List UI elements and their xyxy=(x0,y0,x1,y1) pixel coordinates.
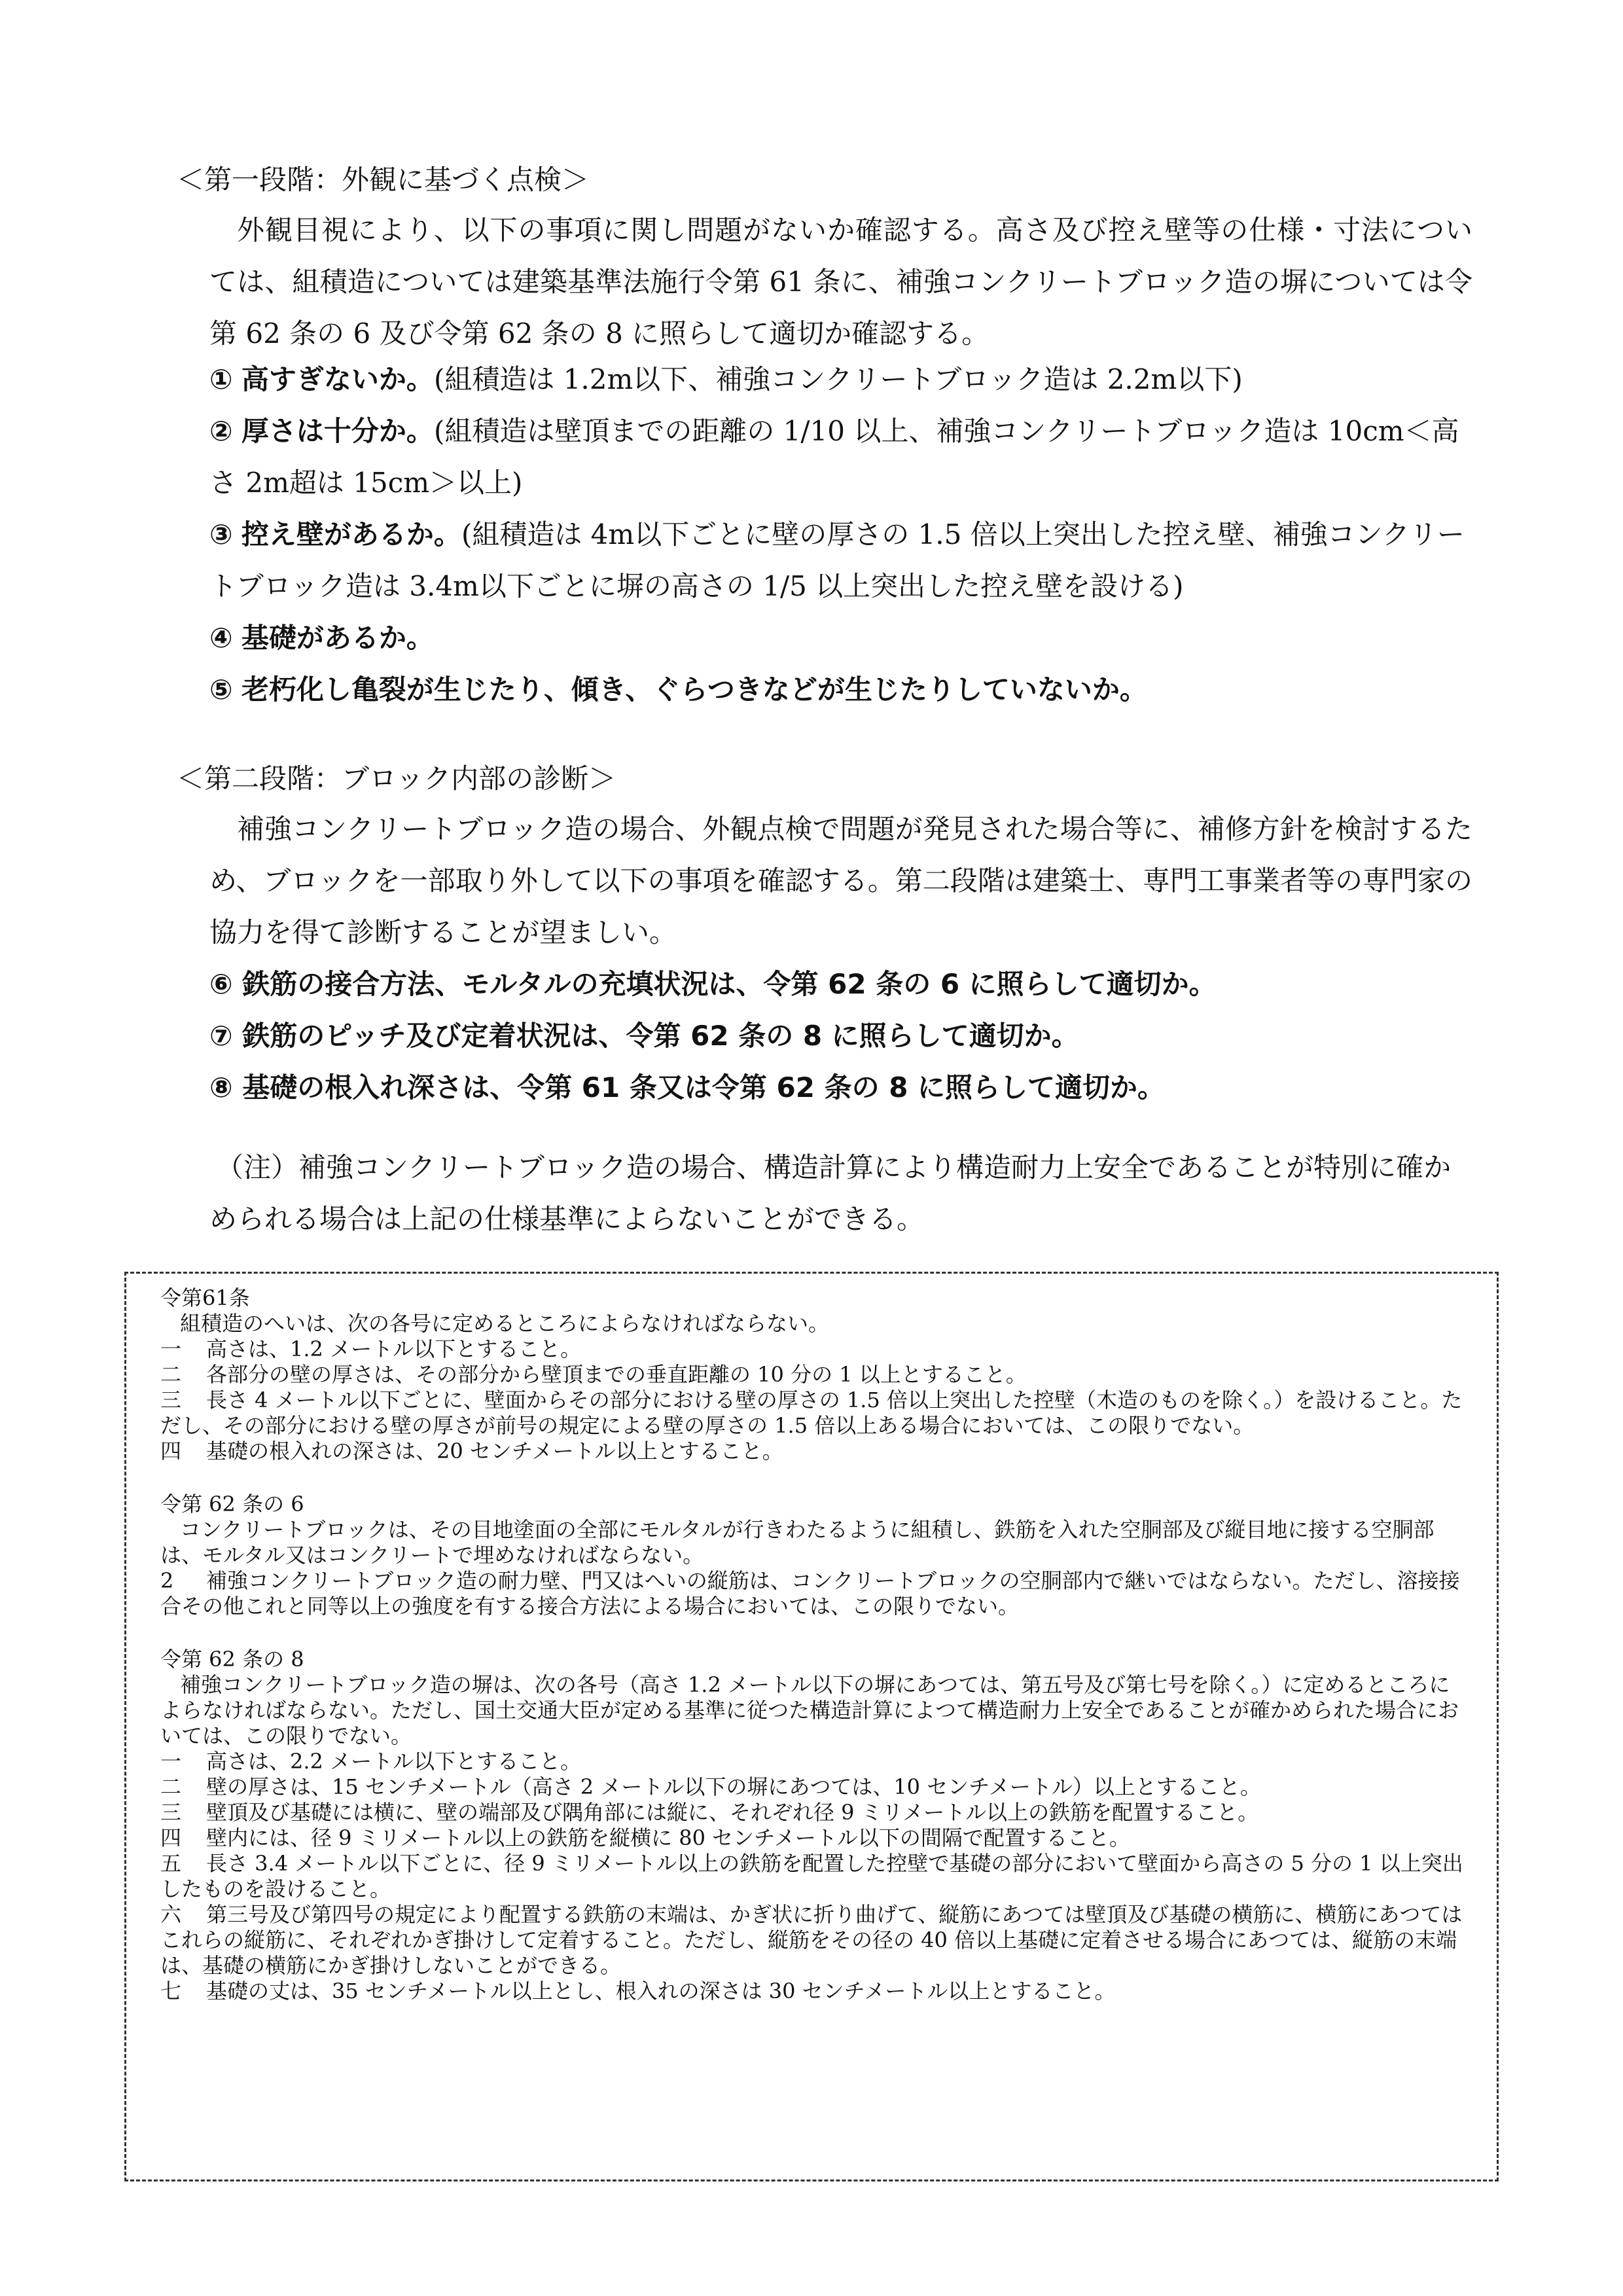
clause-text: 基礎の丈は、35 センチメートル以上とし、根入れの深さは 30 センチメートル以上とすること。 xyxy=(206,1979,1116,2003)
item-number: ④ xyxy=(209,622,233,654)
law-clause xyxy=(160,1388,1471,1439)
clause-number: 三 xyxy=(160,1800,182,1825)
stage2-intro: 補強コンクリートブロック造の場合、外観点検で問題が発見された場合等に、補修方針を検討するため、ブロックを一部取り外して以下の事項を確認する。第二段階は建築士、専門工事業者等の専門家の協力を得て診断することが望ましい。 xyxy=(209,813,1472,948)
item-question: 鉄筋のピッチ及び定着状況は、令第 62 条の 8 に照らして適切か。 xyxy=(242,1020,1079,1052)
item-question: 鉄筋の接合方法、モルタルの充填状況は、令第 62 条の 6 に照らして適切か。 xyxy=(242,968,1217,1000)
check-item-1 xyxy=(209,353,1472,405)
check-item-3 xyxy=(209,509,1472,612)
law-title: 令第 62 条の 6 xyxy=(160,1492,304,1516)
check-item-7 xyxy=(209,1010,1472,1062)
law-intro: 組積造のへいは、次の各号に定めるところによらなければならない。 xyxy=(180,1311,830,1336)
clause-text: 壁頂及び基礎には横に、壁の端部及び隅角部には縦に、それぞれ径 9 ミリメートル以上の鉄筋を配置すること。 xyxy=(206,1800,1259,1825)
note-paragraph: （注）補強コンクリートブロック造の場合、構造計算により構造耐力上安全であることが特別に確かめられる場合は上記の仕様基準によらないことができる。 xyxy=(209,1151,1452,1235)
clause-number: 六 xyxy=(160,1902,182,1927)
item-number: ① xyxy=(209,363,233,395)
clause-text: 壁の厚さは、15 センチメートル（高さ 2 メートル以下の塀にあつては、10 センチメートル）以上とすること。 xyxy=(206,1774,1261,1799)
law-article-62-6 xyxy=(160,1492,1471,1619)
law-title: 令第61条 xyxy=(160,1285,250,1310)
clause-number: 2 xyxy=(160,1568,174,1593)
clause-text: 高さは、2.2 メートル以下とすること。 xyxy=(206,1749,582,1774)
item-number: ③ xyxy=(209,518,233,550)
clause-number: 一 xyxy=(160,1749,182,1774)
clause-text: 壁内には、径 9 ミリメートル以上の鉄筋を縦横に 80 センチメートル以下の間隔で配置すること。 xyxy=(206,1825,1130,1850)
check-item-4 xyxy=(209,612,1472,664)
law-title: 令第 62 条の 8 xyxy=(160,1647,304,1672)
item-question: 老朽化し亀裂が生じたり、傾き、ぐらつきなどが生じたりしていないか。 xyxy=(241,673,1147,706)
clause-number: 二 xyxy=(160,1362,182,1387)
clause-text: 基礎の根入れの深さは、20 センチメートル以上とすること。 xyxy=(206,1439,783,1463)
clause-text: 長さ 4 メートル以下ごとに、壁面からその部分における壁の厚さの 1.5 倍以上突出した控壁（木造のものを除く。）を設けること。ただし、その部分における壁の厚さが前号の規定による壁の厚さの 1.5 倍以上ある場合においては、この限りでない。 xyxy=(160,1388,1463,1438)
item-question: 高すぎないか。 xyxy=(241,363,434,395)
clause-number: 四 xyxy=(160,1439,182,1463)
law-clause xyxy=(160,1439,1471,1464)
law-clause xyxy=(160,1568,1471,1619)
item-number: ⑥ xyxy=(209,968,233,1000)
law-clause xyxy=(160,1362,1471,1388)
law-clause xyxy=(160,1902,1471,1979)
item-number: ⑦ xyxy=(209,1020,233,1052)
law-clause xyxy=(160,1749,1471,1774)
law-clause xyxy=(160,1825,1471,1851)
stage1-intro: 外観目視により、以下の事項に関し問題がないか確認する。高さ及び控え壁等の仕様・寸法については、組積造については建築基準法施行令第 61 条に、補強コンクリートブロック造の塀については令第 62 条の 6 及び令第 62 条の 8 に照らして適切か確認する。 xyxy=(209,214,1472,350)
item-question: 基礎があるか。 xyxy=(241,622,434,654)
clause-number: 二 xyxy=(160,1774,182,1799)
clause-number: 一 xyxy=(160,1336,182,1361)
law-intro: 補強コンクリートブロック造の塀は、次の各号（高さ 1.2 メートル以下の塀にあつては、第五号及び第七号を除く。）に定めるところによらなければならない。ただし、国土交通大臣が定める基準に従つた構造計算によつて構造耐力上安全であることが確かめられた場合においては、この限りでない。 xyxy=(160,1672,1459,1748)
item-detail: (組積造は 1.2m以下、補強コンクリートブロック造は 2.2m以下) xyxy=(433,363,1243,395)
check-item-8 xyxy=(209,1062,1472,1113)
clause-text: 高さは、1.2 メートル以下とすること。 xyxy=(206,1336,582,1361)
law-clause xyxy=(160,1336,1471,1362)
item-question: 厚さは十分か。 xyxy=(241,415,434,447)
item-question: 控え壁があるか。 xyxy=(241,518,461,550)
clause-number: 四 xyxy=(160,1825,182,1850)
clause-number: 三 xyxy=(160,1388,182,1412)
item-number: ⑧ xyxy=(209,1071,233,1103)
item-detail: (組積造は 4m以下ごとに壁の厚さの 1.5 倍以上突出した控え壁、補強コンクリートブロック造は 3.4m以下ごとに塀の高さの 1/5 以上突出した控え壁を設ける) xyxy=(209,518,1465,602)
clause-text: 第三号及び第四号の規定により配置する鉄筋の末端は、かぎ状に折り曲げて、縦筋にあつては壁頂及び基礎の横筋に、横筋にあつてはこれらの縦筋に、それぞれかぎ掛けして定着すること。ただし、縦筋をその径の 40 倍以上基礎に定着させる場合にあつては、縦筋の末端は、基礎の横筋にかぎ掛けしないことができる。 xyxy=(160,1902,1463,1978)
law-excerpt-box xyxy=(124,1272,1499,2181)
law-clause xyxy=(160,1774,1471,1800)
clause-text: 長さ 3.4 メートル以下ごとに、径 9 ミリメートル以上の鉄筋を配置した控壁で基礎の部分において壁面から高さの 5 分の 1 以上突出したものを設けること。 xyxy=(160,1851,1463,1901)
law-article-62-8 xyxy=(160,1647,1471,2004)
check-item-5 xyxy=(209,664,1472,715)
check-item-6 xyxy=(209,958,1472,1010)
law-clause xyxy=(160,1851,1471,1902)
stage1-heading: ＜第一段階：外観に基づく点検＞ xyxy=(177,164,590,196)
law-clause xyxy=(160,1979,1471,2004)
item-detail: (組積造は壁頂までの距離の 1/10 以上、補強コンクリートブロック造は 10cm＜高さ 2m超は 15cm＞以上) xyxy=(209,415,1459,499)
item-number: ② xyxy=(209,415,233,447)
check-item-2 xyxy=(209,405,1472,509)
clause-number: 七 xyxy=(160,1979,182,2003)
item-number: ⑤ xyxy=(209,673,233,706)
law-clause xyxy=(160,1800,1471,1825)
item-question: 基礎の根入れ深さは、令第 61 条又は令第 62 条の 8 に照らして適切か。 xyxy=(242,1071,1166,1103)
clause-number: 五 xyxy=(160,1851,182,1876)
law-article-61 xyxy=(160,1285,1471,1464)
clause-text: 補強コンクリートブロック造の耐力壁、門又はへいの縦筋は、コンクリートブロックの空胴部内で継いではならない。ただし、溶接接合その他これと同等以上の強度を有する接合方法による場合においては、この限りでない。 xyxy=(160,1568,1460,1619)
law-intro: コンクリートブロックは、その目地塗面の全部にモルタルが行きわたるように組積し、鉄筋を入れた空胴部及び縦目地に接する空胴部は、モルタル又はコンクリートで埋めなければならない。 xyxy=(160,1517,1435,1568)
stage2-heading: ＜第二段階：ブロック内部の診断＞ xyxy=(177,762,616,795)
clause-text: 各部分の壁の厚さは、その部分から壁頂までの垂直距離の 10 分の 1 以上とすること。 xyxy=(206,1362,1027,1387)
